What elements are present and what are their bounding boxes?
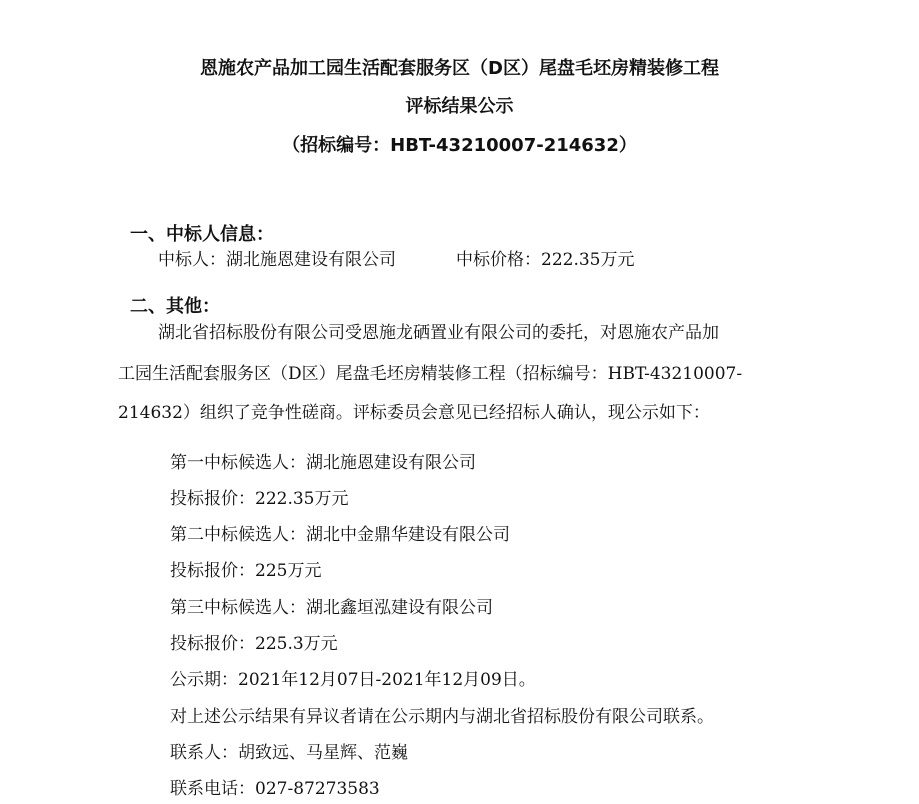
section1-heading: 一、中标人信息： [130, 224, 274, 245]
candidate-1-bid: 投标报价：222.35万元 [170, 489, 349, 509]
candidate-1-name: 第一中标候选人：湖北施恩建设有限公司 [170, 453, 476, 473]
paragraph-line: 工园生活配套服务区（D区）尾盘毛坯房精装修工程（招标编号：HBT-43210007- [118, 364, 743, 384]
publicity-period: 公示期：2021年12月07日-2021年12月09日。 [170, 670, 536, 690]
candidate-3-name: 第三中标候选人：湖北鑫垣泓建设有限公司 [170, 598, 493, 618]
candidate-2-name: 第二中标候选人：湖北中金鼎华建设有限公司 [170, 525, 510, 545]
candidate-3-bid: 投标报价：225.3万元 [170, 634, 338, 654]
winner-name: 中标人：湖北施恩建设有限公司 [158, 250, 396, 270]
paragraph-line: 214632）组织了竞争性磋商。评标委员会意见已经招标人确认，现公示如下： [118, 403, 710, 423]
tender-number: （招标编号：HBT-43210007-214632） [282, 135, 637, 156]
candidate-2-bid: 投标报价：225万元 [170, 561, 322, 581]
contact-phone: 联系电话：027-87273583 [170, 779, 380, 799]
document-title: 恩施农产品加工园生活配套服务区（D区）尾盘毛坯房精装修工程 [200, 58, 719, 79]
paragraph-line: 湖北省招标股份有限公司受恩施龙硒置业有限公司的委托，对恩施农产品加 [158, 323, 719, 343]
objection-notice: 对上述公示结果有异议者请在公示期内与湖北省招标股份有限公司联系。 [170, 707, 714, 727]
document-subtitle: 评标结果公示 [405, 96, 514, 117]
contact-persons: 联系人：胡致远、马星辉、范巍 [170, 743, 408, 763]
winner-info [158, 249, 634, 271]
section2-heading: 二、其他： [130, 296, 220, 317]
winner-price: 中标价格：222.35万元 [456, 250, 635, 270]
